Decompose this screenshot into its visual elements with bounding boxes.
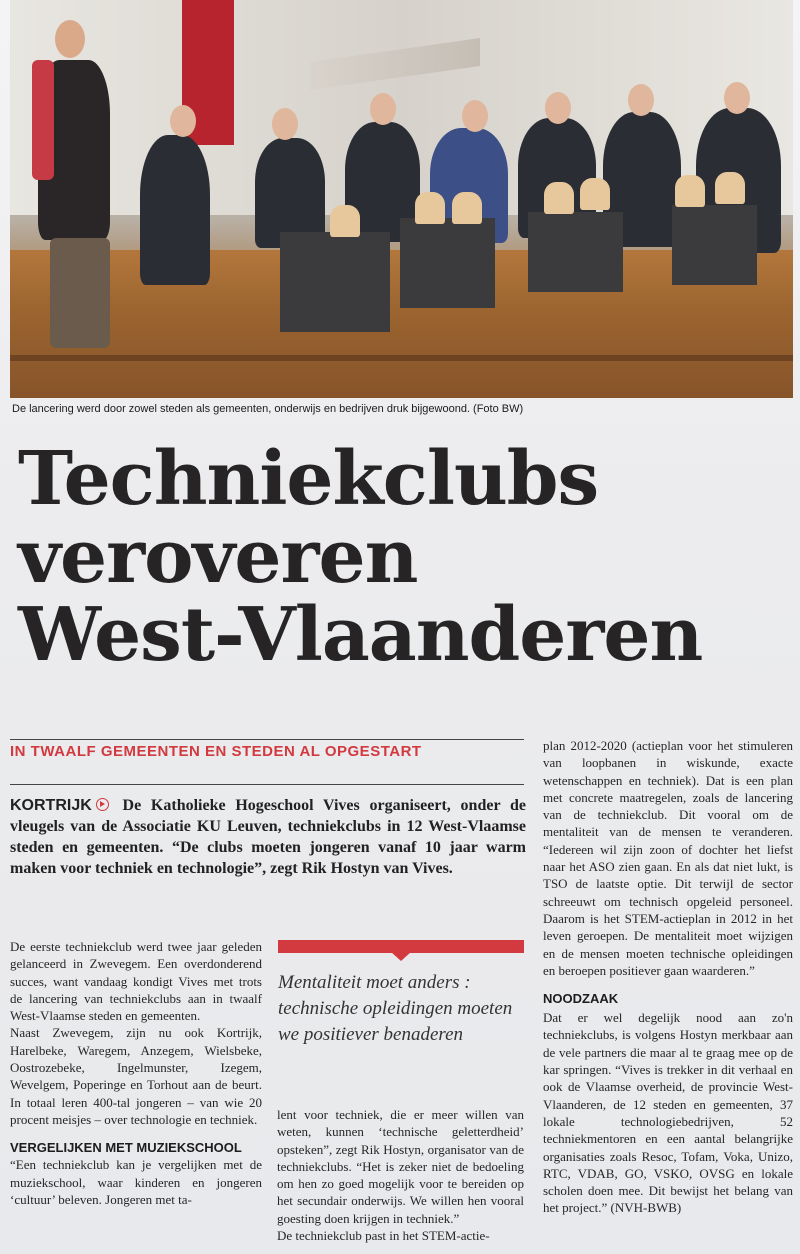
paragraph: plan 2012-2020 (actieplan voor het stimuleren van loopbanen in wiskunde, exacte wetenschappen en techniek). Dat is een plan met concrete maatregelen, zoals de lancering van de techniekclub. Dit vooral om de mentaliteit van de mensen te veranderen. “Iedereen wil zijn zoon of dochter het liefst naar het ASO zien gaan. En als dat niet lukt, is TSO de laatste optie. Dit terwijl de sector schreeuwt om technisch opgeleid personeel. Daarom is het STEM-actieplan in 2012 in het leven geroepen. De mentaliteit moet wijzigen en de mensen moeten technische opleidingen en beroepen positiever gaan waarderen.” [543, 738, 793, 978]
pullquote-tick [391, 952, 411, 961]
stage-table [400, 218, 495, 308]
subheading: NOODZAAK [543, 991, 619, 1007]
gift-basket [580, 178, 610, 210]
gift-basket [544, 182, 574, 214]
panelist [140, 135, 210, 285]
stage-table [672, 205, 757, 285]
paragraph: De techniekclub past in het STEM-actie- [277, 1228, 490, 1244]
panelist-head [462, 100, 488, 132]
stage-table [528, 212, 623, 292]
headline-line-3: West-Vlaanderen [18, 592, 703, 678]
panelist-head [724, 82, 750, 114]
paragraph: “Een techniekclub kan je vergelijken met de muziekschool, waar kinderen en jongeren ‘cultuur’ beleven. Jongeren met ta- [10, 1157, 262, 1207]
body-column-2 [277, 1106, 524, 1244]
dateline-arrow-icon [96, 798, 109, 811]
headline [18, 436, 788, 678]
photo-stage-edge [10, 355, 793, 361]
paragraph: Dat er wel degelijk nood aan zo'n techniekclubs, is volgens Hostyn merkbaar aan de vele partners die maar al te graag mee op de kar springen. “Vives is trekker in dit verhaal en ook de Vlaamse overheid, de provincie West-Vlaanderen, de 12 steden en gemeenten, 37 lokale technologiebedrijven, 52 techniekmentoren en een aantal belangrijke organisaties zoals Resoc, Tofam, Voka, Unizo, RTC, VDAB, GO, VSKO, OVSG en lokale scholen doen mee. Dit bewijst het belang van het project.” (NVH-BWB) [543, 1010, 793, 1216]
lead-text: De Katholieke Hogeschool Vives organiseert, onder de vleugels van de Associatie KU Leuven, techniekclubs in 12 West-Vlaamse steden en gemeenten. “De clubs moeten jongeren vanaf 10 jaar warm maken voor techniek en technologie”, zegt Rik Hostyn van Vives. [10, 797, 527, 877]
headline-line-1: Techniekclubs [18, 436, 599, 522]
gift-basket [415, 192, 445, 224]
panelist-head [628, 84, 654, 116]
subheading: VERGELIJKEN MET MUZIEKSCHOOL [10, 1140, 242, 1156]
pullquote: Mentaliteit moet anders : technische opleidingen moeten we positiever benaderen [278, 972, 513, 1045]
paragraph: lent voor techniek, die er meer willen van weten, kunnen ‘technische geletterdheid’ opsteken”, zegt Rik Hostyn, organisator van de techniekclubs. “Het is zeker niet de bedoeling om hen zo goed mogelijk voor te bereiden op het secundair onderwijs. We willen hen vooral goesting doen krijgen in techniek.” [277, 1107, 524, 1226]
speaker-scarf [32, 60, 54, 180]
kicker: IN TWAALF GEMEENTEN EN STEDEN AL OPGESTART [10, 743, 422, 760]
lead-paragraph [10, 795, 526, 879]
article-photo [10, 0, 793, 398]
dateline-city: KORTRIJK [10, 797, 92, 814]
panelist-head [272, 108, 298, 140]
kicker-rule-bottom [10, 784, 524, 785]
gift-basket [675, 175, 705, 207]
body-column-1 [10, 938, 262, 1208]
panelist-head [370, 93, 396, 125]
speaker-head [55, 20, 85, 58]
paragraph: De eerste techniekclub werd twee jaar geleden gelanceerd in Zwevegem. Een overdonderend succes, want vandaag kondigt Vives met trots de lancering van techniekclubs aan in twaalf West-Vlaamse steden en gemeenten. [10, 939, 262, 1024]
gift-basket [330, 205, 360, 237]
paragraph: Naast Zwevegem, zijn nu ook Kortrijk, Harelbeke, Waregem, Anzegem, Wielsbeke, Oostrozebeke, Ingelmunster, Izegem, Wevelgem, Poperinge en Torhout aan de beurt. In totaal leren 400-tal jongeren – van wie 20 procent meisjes – over technologie en techniek. [10, 1025, 262, 1127]
panelist-head [170, 105, 196, 137]
stage-table [280, 232, 390, 332]
body-column-3 [543, 737, 793, 1217]
panelist-head [545, 92, 571, 124]
gift-basket [452, 192, 482, 224]
photo-caption: De lancering werd door zowel steden als gemeenten, onderwijs en bedrijven druk bijgewoond. (Foto BW) [12, 403, 524, 415]
headline-line-2: veroveren [18, 514, 418, 600]
kicker-rule-top [10, 739, 524, 740]
speaker-legs [50, 238, 110, 348]
gift-basket [715, 172, 745, 204]
